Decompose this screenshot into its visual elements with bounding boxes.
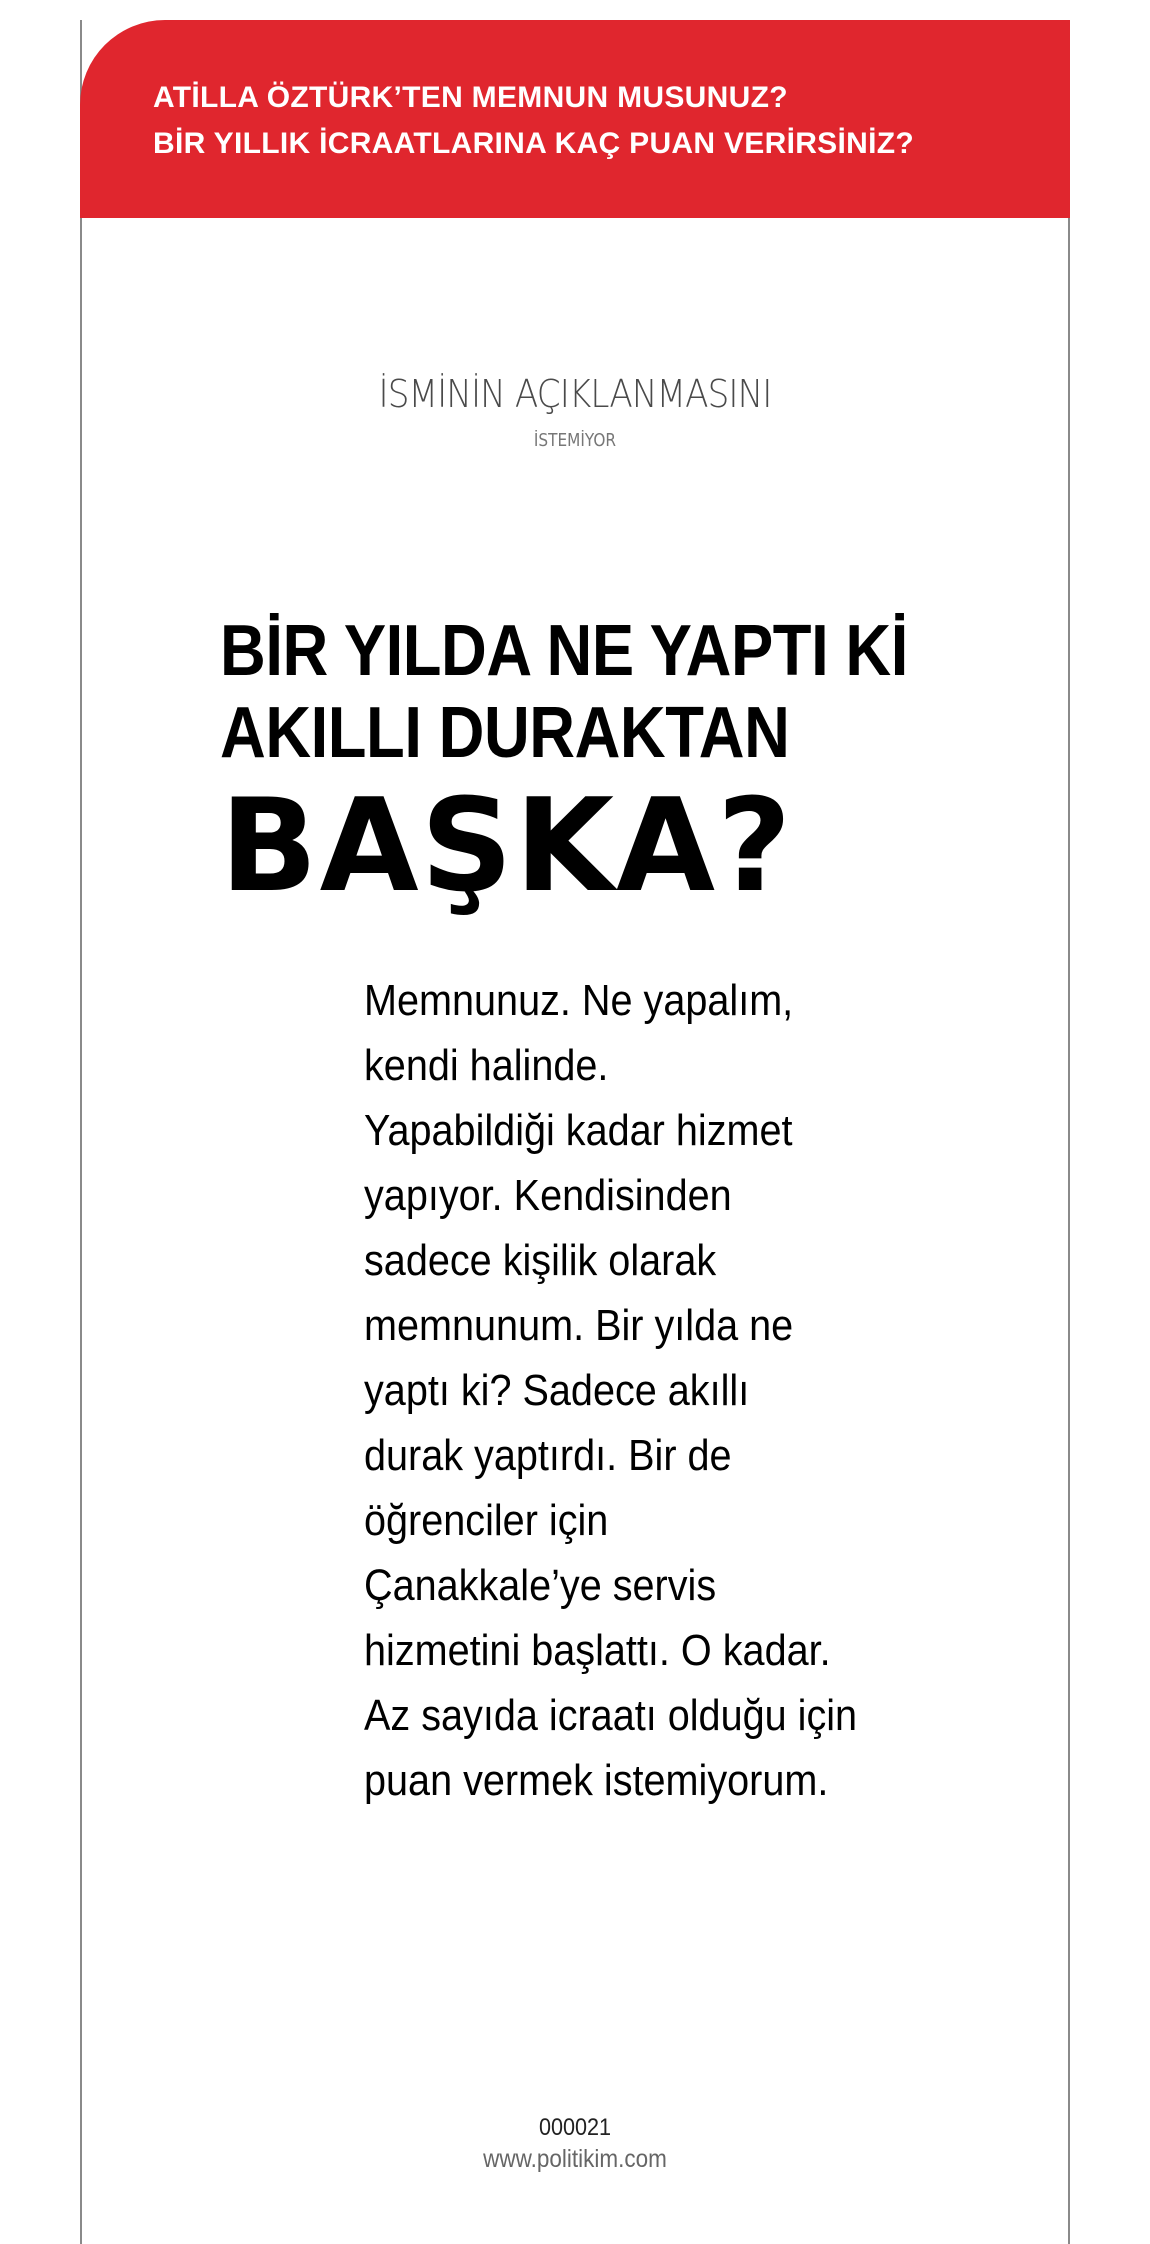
quote-line: yapıyor. Kendisinden — [364, 1171, 732, 1220]
quote-line: Memnunuz. Ne yapalım, — [364, 976, 794, 1025]
quote-line: Az sayıda icraatı olduğu için — [364, 1691, 858, 1740]
quote-line: kendi halinde. — [364, 1041, 609, 1090]
quote-line: Yapabildiği kadar hizmet — [364, 1106, 793, 1155]
quote-line: puan vermek istemiyorum. — [364, 1756, 829, 1805]
headline-line-2: AKILLI DURAKTAN — [220, 693, 790, 773]
banner-question-1: ATİLLA ÖZTÜRK’TEN MEMNUN MUSUNUZ? — [153, 81, 788, 114]
quote-line: Çanakkale’ye servis — [364, 1561, 717, 1610]
quote-line: yaptı ki? Sadece akıllı — [364, 1366, 750, 1415]
document-code: 000021 — [538, 2114, 612, 2141]
headline — [220, 610, 1020, 921]
respondent-name: İSMİNİN AÇIKLANMASINI — [378, 372, 772, 416]
quote-line: durak yaptırdı. Bir de — [364, 1431, 732, 1480]
quote-body — [364, 968, 884, 1813]
website-url: www.politikim.com — [483, 2145, 667, 2173]
respondent-subtitle: İSTEMİYOR — [533, 430, 617, 451]
quote-line: hizmetini başlattı. O kadar. — [364, 1626, 831, 1675]
quote-line: sadece kişilik olarak — [364, 1236, 717, 1285]
quote-line: memnunum. Bir yılda ne — [364, 1301, 794, 1350]
quote-line: öğrenciler için — [364, 1496, 609, 1545]
banner-question-2: BİR YILLIK İCRAATLARINA KAÇ PUAN VERİRSİNİZ? — [153, 127, 914, 160]
headline-line-1: BİR YILDA NE YAPTI Kİ — [220, 611, 908, 691]
headline-emphasis: BAŞKA? — [220, 772, 794, 921]
title-banner — [80, 20, 1070, 218]
